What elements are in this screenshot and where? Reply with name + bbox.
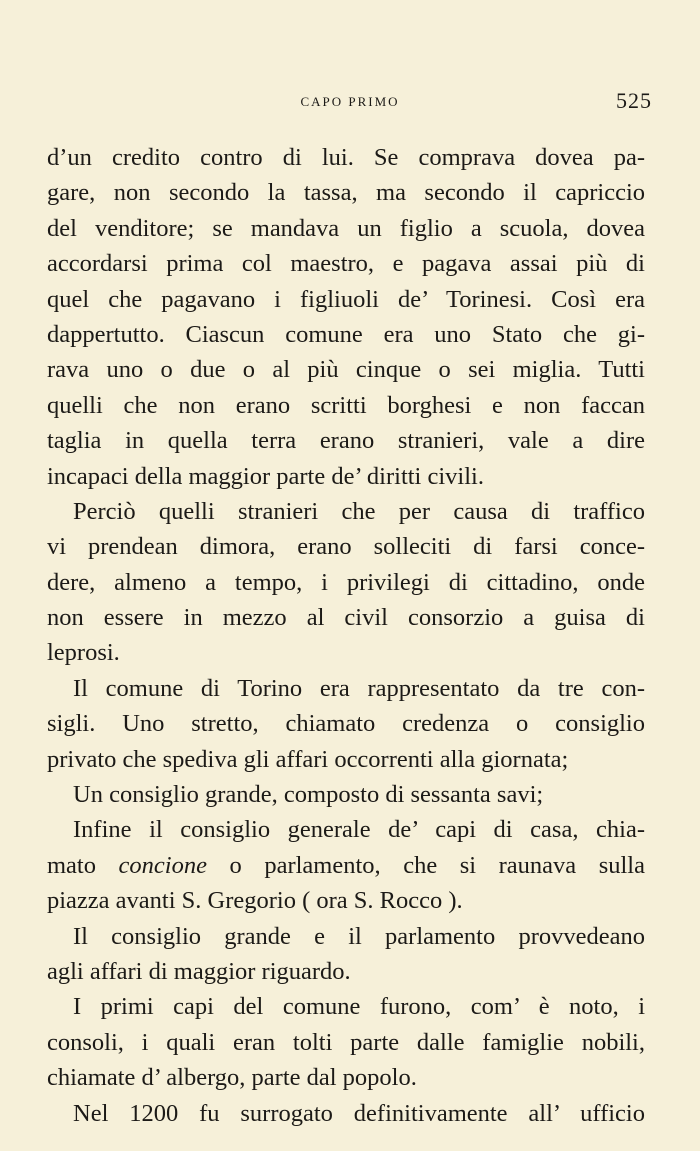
text-line: del venditore; se mandava un figlio a scuola, dovea <box>47 214 645 242</box>
paragraph-first-line: Nel 1200 fu surrogato definitivamente all’ ufficio <box>73 1099 645 1127</box>
paragraph-first-line: I primi capi del comune furono, com’ è noto, i <box>73 993 645 1021</box>
text-line: privato che spediva gli affari occorrenti alla giornata; <box>47 745 569 773</box>
text-line: taglia in quella terra erano stranieri, vale a dire <box>47 427 645 455</box>
text-line <box>47 848 645 883</box>
text-fragment: mato <box>47 851 119 879</box>
text-line: gare, non secondo la tassa, ma secondo il capriccio <box>47 179 645 207</box>
paragraph-first-line: Perciò quelli stranieri che per causa di traffico <box>73 497 645 525</box>
text-line: d’un credito contro di lui. Se comprava dovea pa- <box>47 144 645 171</box>
text-line: incapaci della maggior parte de’ diritti civili. <box>47 462 484 490</box>
text-line: sigli. Uno stretto, chiamato credenza o consiglio <box>47 710 645 738</box>
text-line: dere, almeno a tempo, i privilegi di cittadino, onde <box>47 568 645 596</box>
text-line: quel che pagavano i figliuoli de’ Torinesi. Così era <box>47 285 645 313</box>
text-line: rava uno o due o al più cinque o sei miglia. Tutti <box>47 356 645 384</box>
text-fragment: o parlamento, che si raunava sulla <box>206 851 645 879</box>
text-line: dappertutto. Ciascun comune era uno Stato che gi- <box>47 320 645 348</box>
paragraph-first-line: Un consiglio grande, composto di sessanta savi; <box>73 781 544 809</box>
text-line: agli affari di maggior riguardo. <box>47 957 351 985</box>
text-line: chiamate d’ albergo, parte dal popolo. <box>47 1064 417 1092</box>
text-line: piazza avanti S. Gregorio ( ora S. Rocco ). <box>47 887 463 915</box>
text-line: accordarsi prima col maestro, e pagava assai più di <box>47 250 645 278</box>
running-head <box>48 88 652 116</box>
text-line: vi prendean dimora, erano solleciti di farsi conce- <box>47 533 645 561</box>
text-line: quelli che non erano scritti borghesi e non faccan <box>47 391 645 419</box>
text-line: leprosi. <box>47 639 120 667</box>
page-number: 525 <box>616 88 652 113</box>
paragraph-first-line: Il consiglio grande e il parlamento provvedeano <box>73 922 645 950</box>
text-line: consoli, i quali eran tolti parte dalle famiglie nobili, <box>47 1028 645 1056</box>
body-text <box>47 140 645 1131</box>
running-title: CAPO PRIMO <box>300 94 400 109</box>
italic-term: concione <box>118 851 207 879</box>
paragraph-first-line: Infine il consiglio generale de’ capi di casa, chia- <box>73 816 645 844</box>
text-line: non essere in mezzo al civil consorzio a guisa di <box>47 604 645 632</box>
paragraph-first-line: Il comune di Torino era rappresentato da tre con- <box>73 674 645 702</box>
